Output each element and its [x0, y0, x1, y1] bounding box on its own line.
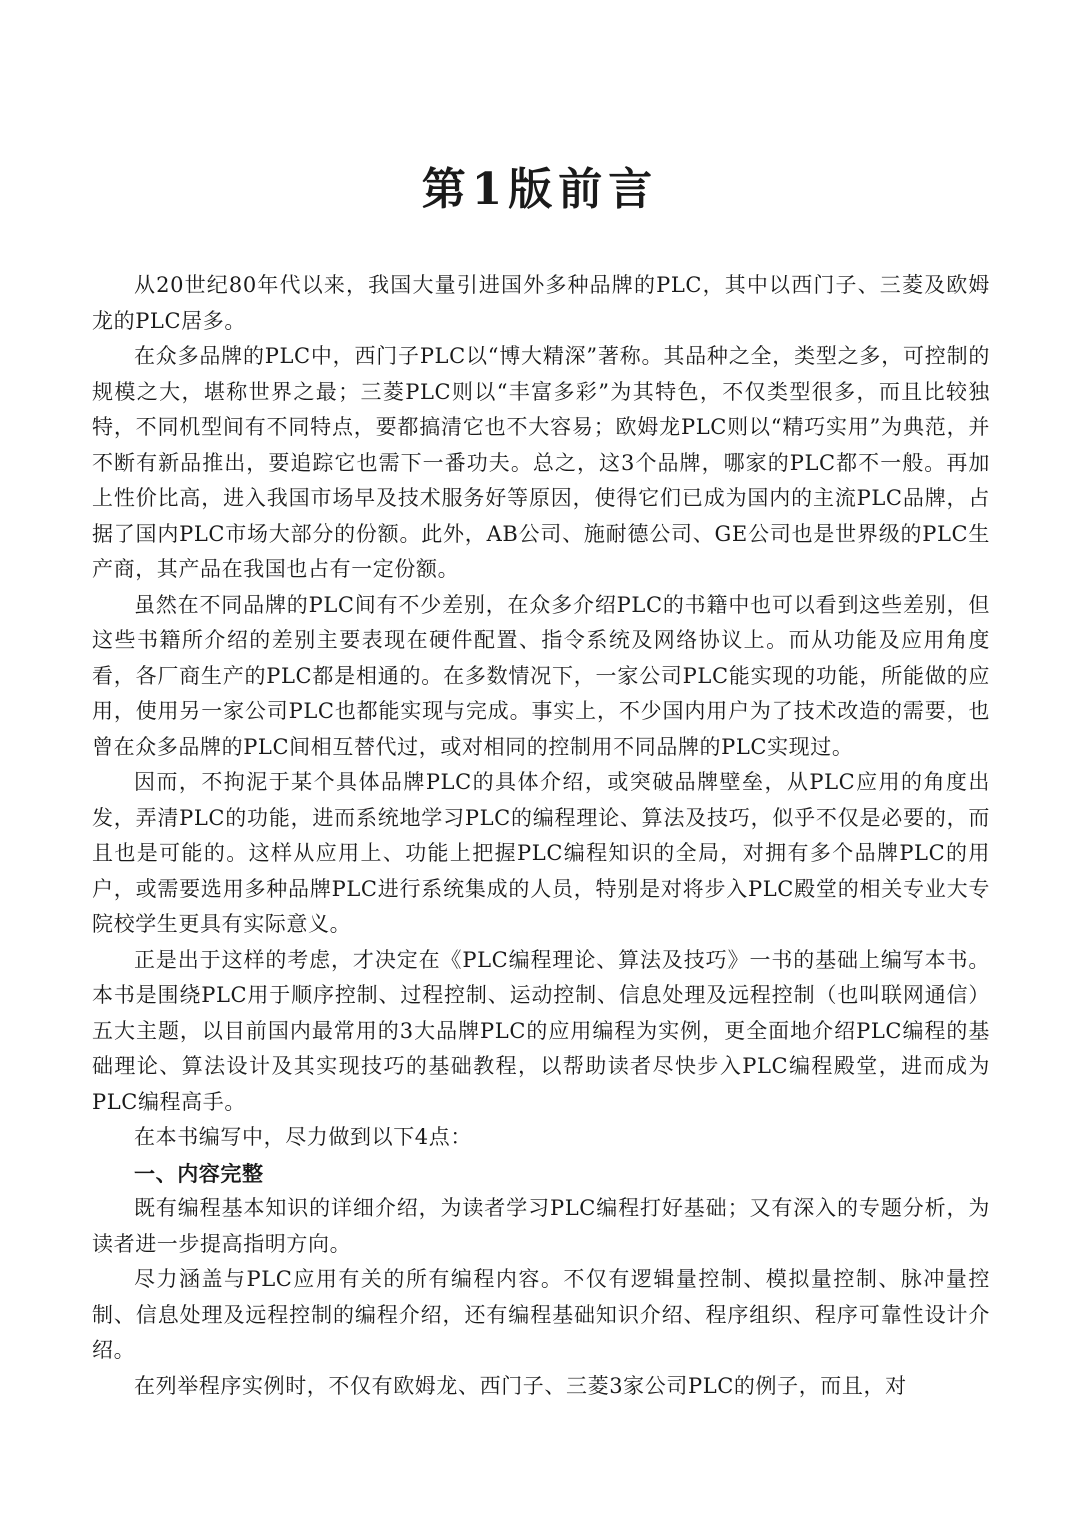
- paragraph-4: 因而，不拘泥于某个具体品牌PLC的具体介绍，或突破品牌壁垒，从PLC应用的角度出发，弄清PLC的功能，进而系统地学习PLC的编程理论、算法及技巧，似乎不仅是必要的，而且也是可能的。这样从应用上、功能上把握PLC编程知识的全局，对拥有多个品牌PLC的用户，或需要选用多种品牌PLC进行系统集成的人员，特别是对将步入PLC殿堂的相关专业大专院校学生更具有实际意义。: [92, 770, 990, 936]
- paragraph-2: 在众多品牌的PLC中，西门子PLC以“博大精深”著称。其品种之全，类型之多，可控制的规模之大，堪称世界之最；三菱PLC则以“丰富多彩”为其特色，不仅类型很多，而且比较独特，不同机型间有不同特点，要都搞清它也不大容易；欧姆龙PLC则以“精巧实用”为典范，并不断有新品推出，要追踪它也需下一番功夫。总之，这3个品牌，哪家的PLC都不一般。再加上性价比高，进入我国市场早及技术服务好等原因，使得它们已成为国内的主流PLC品牌，占据了国内PLC市场大部分的份额。此外，AB公司、施耐德公司、GE公司也是世界级的PLC生产商，其产品在我国也占有一定份额。: [92, 344, 990, 581]
- paragraph-5: 正是出于这样的考虑，才决定在《PLC编程理论、算法及技巧》一书的基础上编写本书。本书是围绕PLC用于顺序控制、过程控制、运动控制、信息处理及远程控制（也叫联网通信）五大主题，以目前国内最常用的3大品牌PLC的应用编程为实例，更全面地介绍PLC编程的基础理论、算法设计及其实现技巧的基础教程，以帮助读者尽快步入PLC编程殿堂，进而成为PLC编程高手。: [92, 947, 990, 1114]
- document-body: [92, 268, 990, 1404]
- page-title: 第1版前言: [421, 164, 659, 215]
- paragraph-3: 虽然在不同品牌的PLC间有不少差别，在众多介绍PLC的书籍中也可以看到这些差别，但这些书籍所介绍的差别主要表现在硬件配置、指令系统及网络协议上。而从功能及应用角度看，各厂商生产的PLC都是相通的。在多数情况下，一家公司PLC能实现的功能，所能做的应用，使用另一家公司PLC也都能实现与完成。事实上，不少国内用户为了技术改造的需要，也曾在众多品牌的PLC间相互替代过，或对相同的控制用不同品牌的PLC实现过。: [92, 592, 990, 759]
- section-paragraph-2: 尽力涵盖与PLC应用有关的所有编程内容。不仅有逻辑量控制、模拟量控制、脉冲量控制、信息处理及远程控制的编程介绍，还有编程基础知识介绍、程序组织、程序可靠性设计介绍。: [92, 1267, 990, 1362]
- section-paragraph-1: 既有编程基本知识的详细介绍，为读者学习PLC编程打好基础；又有深入的专题分析，为读者进一步提高指明方向。: [92, 1196, 990, 1256]
- section-heading: 一、内容完整: [134, 1160, 264, 1186]
- paragraph-1: 从20世纪80年代以来，我国大量引进国外多种品牌的PLC，其中以西门子、三菱及欧姆龙的PLC居多。: [92, 273, 990, 333]
- section-paragraph-3: 在列举程序实例时，不仅有欧姆龙、西门子、三菱3家公司PLC的例子，而且，对: [134, 1373, 907, 1398]
- paragraph-6: 在本书编写中，尽力做到以下4点：: [134, 1125, 472, 1149]
